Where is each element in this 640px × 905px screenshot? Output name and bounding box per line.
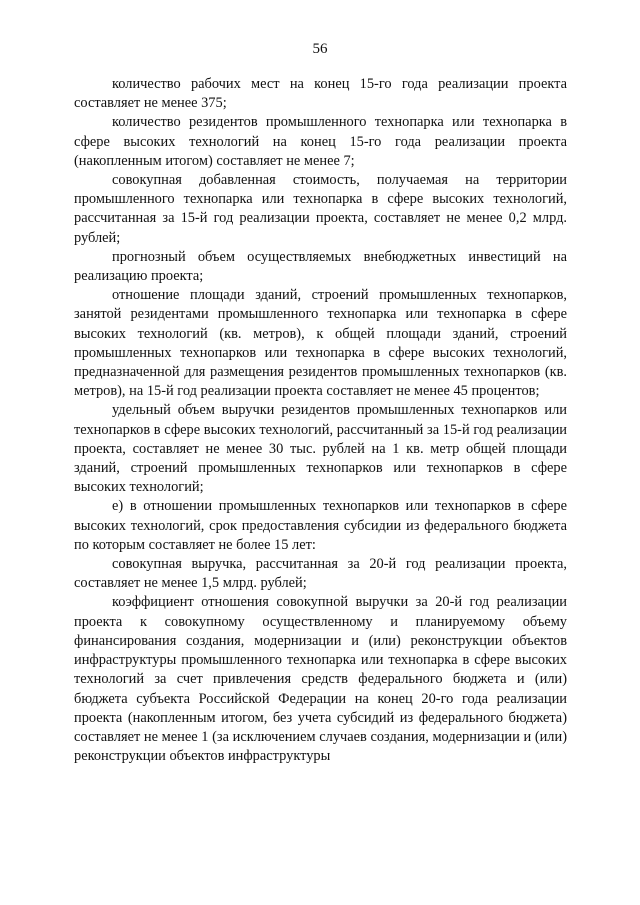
- paragraph-residents-count: количество резидентов промышленного технопарка или технопарка в сфере высоких технологий на конец 15-го года реализации проекта (накопленным итогом) составляет не менее 7;: [74, 114, 567, 169]
- paragraph-area-ratio: отношение площади зданий, строений промышленных технопарков, занятой резидентами промышленного технопарка или технопарка в сфере высоких технологий (кв. метров), к общей площади зданий, строений промышленных технопарков или технопарка в сфере высоких технологий, предназначенной для размещения резидентов промышленных технопарков (кв. метров), на 15-й год реализации проекта составляет не менее 45 процентов;: [74, 287, 567, 400]
- paragraph-revenue-coefficient: коэффициент отношения совокупной выручки за 20-й год реализации проекта к совокупному осуществленному и планируемому объему финансирования создания, модернизации и (или) реконструкции объектов инфраструктуры промышленного технопарка или технопарка в сфере высоких технологий за счет привлечения средств федерального бюджета и (или) бюджета субъекта Российской Федерации на конец 20-го года реализации проекта (накопленным итогом, без учета субсидий из федерального бюджета) составляет не менее 1 (за исключением случаев создания, модернизации и (или) реконструкции объектов инфраструктуры: [74, 594, 567, 765]
- paragraph-added-value: совокупная добавленная стоимость, получаемая на территории промышленного технопарка или технопарка в сфере высоких технологий, рассчитанная за 15-й год реализации проекта, составляет не менее 0,2 млрд. рублей;: [74, 172, 567, 246]
- page-number: 56: [312, 41, 328, 57]
- document-body: [74, 75, 567, 766]
- paragraph-item-e: е) в отношении промышленных технопарков или технопарков в сфере высоких технологий, срок предоставления субсидии из федерального бюджета по которым составляет не более 15 лет:: [74, 498, 567, 553]
- paragraph-extrabudgetary-investment: прогнозный объем осуществляемых внебюджетных инвестиций на реализацию проекта;: [74, 248, 567, 285]
- paragraph-jobs-count: количество рабочих мест на конец 15-го года реализации проекта составляет не менее 375;: [74, 76, 567, 112]
- paragraph-total-revenue: совокупная выручка, рассчитанная за 20-й год реализации проекта, составляет не менее 1,5 млрд. рублей;: [74, 556, 567, 592]
- paragraph-revenue-per-sqm: удельный объем выручки резидентов промышленных технопарков или технопарков в сфере высоких технологий, рассчитанный за 15-й год реализации проекта, составляет не менее 30 тыс. рублей на 1 кв. метр общей площади зданий, строений промышленных технопарков или технопарков в сфере высоких технологий;: [74, 402, 567, 496]
